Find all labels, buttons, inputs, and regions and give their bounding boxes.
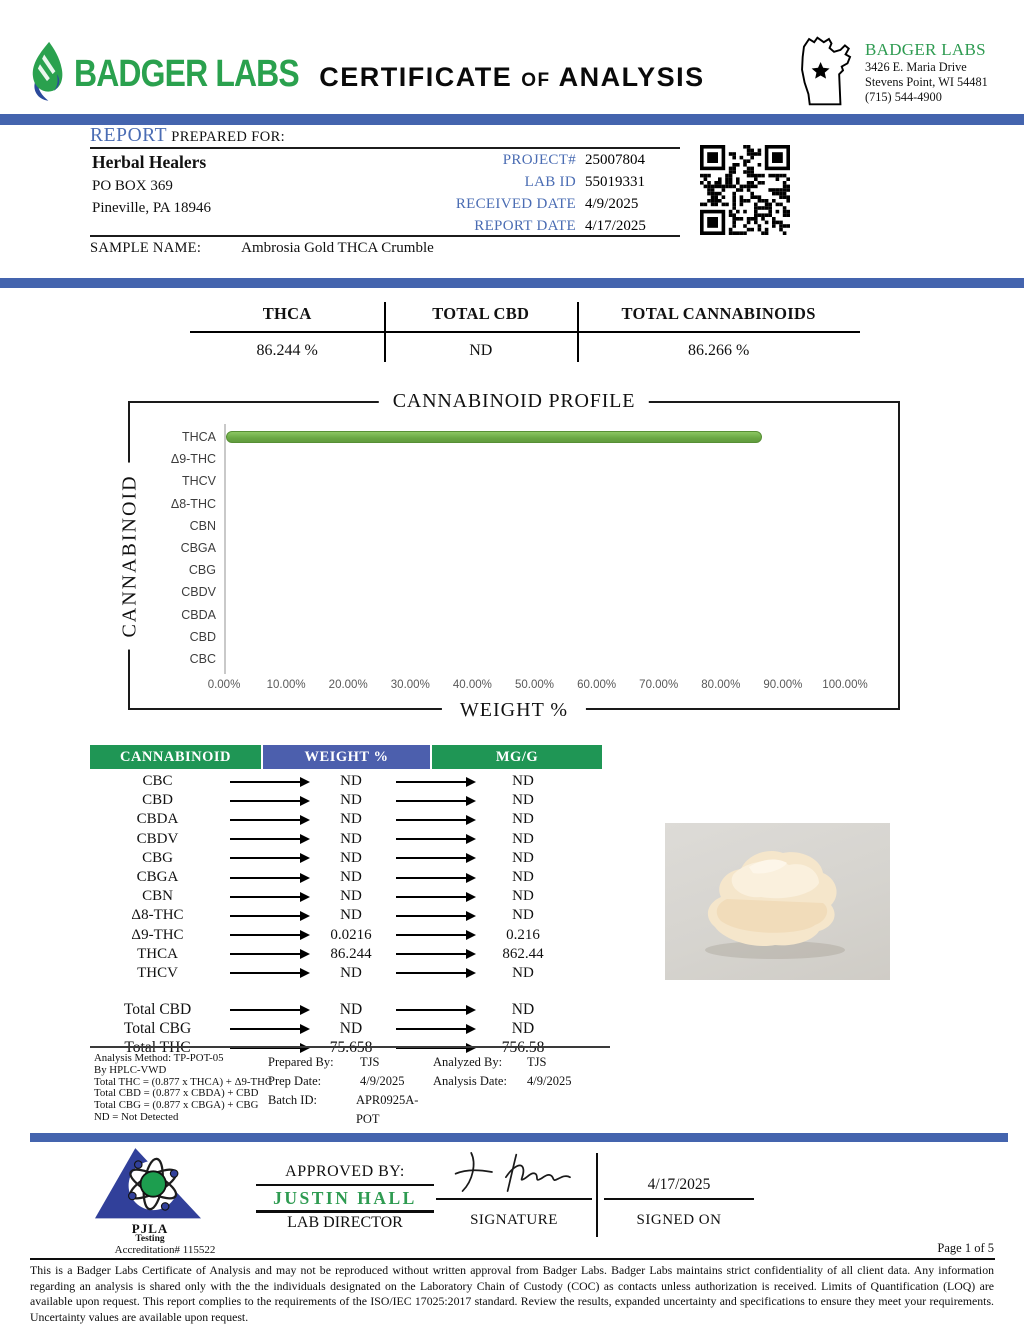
cannabinoid-profile-chart <box>118 390 900 721</box>
method-kv-row <box>433 1072 613 1091</box>
arrow-cell <box>225 877 313 879</box>
arrow-right-icon <box>230 877 308 879</box>
sample-name-row <box>90 240 434 257</box>
arrow-right-icon <box>230 838 308 840</box>
cannabinoid-name: CBN <box>142 888 173 905</box>
weight-percent-value: ND <box>340 888 362 905</box>
signed-on-date: 4/17/2025 <box>647 1176 711 1193</box>
arrow-right-icon <box>396 915 474 917</box>
arrow-cell <box>389 1009 481 1011</box>
method-kv-label: Analysis Date: <box>433 1074 507 1088</box>
weight-percent-value: ND <box>340 773 362 790</box>
divider-bar-summary <box>0 278 1024 288</box>
cannabinoid-name: CBGA <box>136 869 179 886</box>
chart-x-tick-label: 0.00% <box>207 679 241 691</box>
qr-code <box>700 145 790 235</box>
chart-bar-row <box>226 537 762 559</box>
arrow-cell <box>225 800 313 802</box>
report-fields <box>340 149 680 237</box>
table-gap <box>90 983 650 1000</box>
weight-percent-value: 75.658 <box>329 1039 373 1057</box>
weight-percent-value: 0.0216 <box>330 926 372 943</box>
arrow-right-icon <box>230 857 308 859</box>
approval-rule <box>256 1184 434 1186</box>
summary-divider <box>384 302 386 362</box>
method-notes <box>90 1046 610 1126</box>
client-address-line1: PO BOX 369 <box>92 178 173 194</box>
method-note-line: Total CBD = (0.877 x CBDA) + CBD <box>94 1087 259 1100</box>
arrow-right-icon <box>396 953 474 955</box>
method-notes-right <box>433 1053 613 1091</box>
cannabinoid-name: Total CBG <box>123 1019 192 1037</box>
chart-x-tick-label: 50.00% <box>514 679 555 691</box>
method-note-line: Analysis Method: TP-POT-05 <box>94 1052 224 1064</box>
cannabinoid-name: Total THC <box>124 1039 191 1057</box>
signed-on-label: SIGNED ON <box>636 1212 722 1228</box>
chart-x-tick-label: 70.00% <box>639 679 679 691</box>
chart-x-tick-label: 20.00% <box>328 679 368 691</box>
wisconsin-outline-icon <box>795 30 859 117</box>
method-notes-left <box>94 1053 284 1124</box>
arrow-cell <box>225 1009 313 1011</box>
arrow-right-icon <box>230 934 308 936</box>
report-field-label: RECEIVED DATE <box>455 196 576 212</box>
method-kv-label: Analyzed By: <box>433 1055 503 1069</box>
table-row <box>90 1019 650 1038</box>
signed-on-rule <box>604 1198 754 1200</box>
weight-percent-value: ND <box>339 1019 363 1037</box>
table-row <box>90 906 650 925</box>
method-note-line: By HPLC-VWD <box>94 1063 167 1076</box>
arrow-cell <box>389 972 481 974</box>
arrow-right-icon <box>230 953 308 955</box>
arrow-cell <box>225 857 313 859</box>
report-field-row <box>340 149 680 171</box>
chart-bar-row <box>226 470 762 492</box>
arrow-right-icon <box>230 972 308 974</box>
signature-label: SIGNATURE <box>470 1212 558 1228</box>
table-row <box>90 830 650 849</box>
arrow-right-icon <box>230 800 308 802</box>
mg-per-g-value: 862.44 <box>502 945 544 962</box>
mg-per-g-value: ND <box>511 1019 535 1037</box>
chart-x-tick-label: 90.00% <box>763 679 803 691</box>
chart-category-label: THCA <box>181 430 216 444</box>
arrow-cell <box>389 953 481 955</box>
weight-percent-value: ND <box>340 830 362 847</box>
arrow-cell <box>389 819 481 821</box>
cannabinoid-name: CBDV <box>136 830 179 847</box>
arrow-right-icon <box>396 877 474 879</box>
summary-value-row <box>190 333 860 360</box>
cannabinoid-name: THCV <box>137 964 178 981</box>
arrow-right-icon <box>396 1009 474 1011</box>
sample-name-label: SAMPLE NAME: <box>90 240 202 256</box>
mg-per-g-value: 756.58 <box>501 1039 545 1057</box>
footer-rule <box>30 1258 995 1260</box>
arrow-cell <box>389 915 481 917</box>
report-field-row <box>340 171 680 193</box>
method-kv-value: TJS <box>527 1055 547 1069</box>
arrow-right-icon <box>396 819 474 821</box>
chart-x-tick-label: 100.00% <box>822 679 868 691</box>
method-kv-row <box>268 1053 438 1072</box>
chart-category-label: CBDV <box>181 585 216 600</box>
method-kv-label: Prepared By: <box>268 1055 334 1069</box>
arrow-cell <box>225 972 313 974</box>
mg-per-g-value: ND <box>512 773 534 790</box>
accreditation-sub: Testing <box>135 1234 165 1244</box>
signature-icon <box>448 1146 588 1203</box>
method-kv-row <box>268 1091 438 1129</box>
table-row <box>90 849 650 868</box>
cannabinoid-name: CBC <box>142 773 173 790</box>
approved-by-label: APPROVED BY: <box>285 1163 405 1180</box>
lab-phone: (715) 544-4900 <box>865 90 942 104</box>
mg-per-g-value: 0.216 <box>506 926 540 943</box>
method-kv-value: TJS <box>360 1055 380 1069</box>
lab-address-badge <box>795 30 988 117</box>
report-field-label: LAB ID <box>524 174 576 190</box>
table-row <box>90 791 650 810</box>
client-address-line2: Pineville, PA 18946 <box>92 200 212 216</box>
weight-percent-value: ND <box>340 792 362 809</box>
cannabinoid-name: CBD <box>142 792 173 809</box>
arrow-cell <box>225 896 313 898</box>
report-heading <box>90 125 285 147</box>
page-number: Page 1 of 5 <box>937 1241 994 1255</box>
arrow-right-icon <box>396 1028 474 1030</box>
table-row <box>90 926 650 945</box>
report-field-row <box>340 193 680 215</box>
report-heading-primary: REPORT <box>90 125 168 146</box>
chart-x-tick-label: 10.00% <box>266 679 306 691</box>
method-kv-label: Batch ID: <box>268 1093 317 1107</box>
table-row <box>90 1000 650 1019</box>
method-kv-row <box>268 1072 438 1091</box>
summary-divider <box>577 302 579 362</box>
cannabinoid-name: THCA <box>137 945 178 962</box>
summary-column-value: ND <box>469 342 493 359</box>
arrow-right-icon <box>396 800 474 802</box>
summary-column-label: TOTAL CANNABINOIDS <box>621 304 816 323</box>
accreditation-number: Accreditation# 115522 <box>114 1244 216 1256</box>
summary-column-value: 86.244 % <box>256 342 318 359</box>
table-row <box>90 887 650 906</box>
arrow-right-icon <box>230 781 308 783</box>
mg-per-g-value: ND <box>511 1000 535 1018</box>
lab-address-line2: Stevens Point, WI 54481 <box>865 75 988 89</box>
arrow-cell <box>389 800 481 802</box>
weight-percent-value: ND <box>340 964 362 981</box>
arrow-right-icon <box>396 896 474 898</box>
chart-category-label: CBGA <box>180 540 216 555</box>
arrow-right-icon <box>396 972 474 974</box>
approval-divider <box>596 1153 598 1237</box>
chart-category-label: Δ9-THC <box>170 452 216 467</box>
divider-bar-approval <box>30 1133 1008 1142</box>
method-note-line: ND = Not Detected <box>94 1110 179 1123</box>
chart-category-label: CBC <box>189 651 216 666</box>
mg-per-g-value: ND <box>512 869 534 886</box>
arrow-cell <box>225 838 313 840</box>
table-row <box>90 964 650 983</box>
arrow-cell <box>225 915 313 917</box>
sample-name-value: Ambrosia Gold THCA Crumble <box>241 240 434 256</box>
summary-header-row <box>190 300 860 333</box>
method-kv-value: 4/9/2025 <box>360 1074 405 1088</box>
arrow-cell <box>389 877 481 879</box>
potency-summary-table <box>190 300 860 360</box>
arrow-right-icon <box>396 781 474 783</box>
arrow-right-icon <box>396 857 474 859</box>
arrow-right-icon <box>230 896 308 898</box>
summary-column-value: 86.266 % <box>687 342 750 359</box>
arrow-right-icon <box>396 838 474 840</box>
arrow-cell <box>389 857 481 859</box>
arrow-right-icon <box>230 1009 308 1011</box>
method-kv-row <box>433 1053 613 1072</box>
arrow-cell <box>225 1028 313 1030</box>
brand-name: BADGER LABS <box>74 53 299 95</box>
chart-bar-row <box>226 448 762 470</box>
mg-per-g-value: ND <box>512 888 534 905</box>
report-field-value: 4/9/2025 <box>585 196 639 212</box>
table-row <box>90 810 650 829</box>
arrow-cell <box>389 934 481 936</box>
arrow-cell <box>389 896 481 898</box>
mg-per-g-value: ND <box>512 849 534 866</box>
arrow-cell <box>225 819 313 821</box>
results-table-header <box>90 745 650 769</box>
mg-per-g-value: ND <box>512 907 534 924</box>
chart-y-axis-label: CANNABINOID <box>119 462 142 649</box>
chart-x-ticks <box>130 679 898 695</box>
chart-x-tick-label: 60.00% <box>577 679 617 691</box>
arrow-cell <box>389 838 481 840</box>
cannabinoid-name: CBG <box>142 849 173 866</box>
signature-rule <box>436 1198 592 1200</box>
table-row <box>90 868 650 887</box>
summary-column-label: THCA <box>262 304 312 323</box>
chart-category-label: CBD <box>189 629 216 644</box>
chart-bar-row <box>226 426 762 448</box>
method-kv-value: APR0925A-POT <box>355 1093 419 1126</box>
disclaimer-text: This is a Badger Labs Certificate of Analysis and may not be reproduced without written approval from Badger Labs. Badger Labs maintains strict confidentiality of all client data. Any information regarding an analysis is shared only with the the individuals designated on the Laboratory Chain of Custody (COC) as contacts unless authorization is received. Limits of Quantification (LOQ) are available upon request. This report complies to the requirements of the ISO/IEC 17025:2017 standard. Review the results, expanded uncertainty and specifications to ensure they meet your requirements. Uncertainty values are available upon request. <box>30 1263 994 1324</box>
report-field-label: REPORT DATE <box>474 218 576 234</box>
arrow-cell <box>225 953 313 955</box>
chart-category-label: CBDA <box>181 607 216 622</box>
cannabinoid-name: Δ8-THC <box>131 907 184 924</box>
chart-x-tick-label: 40.00% <box>452 679 492 691</box>
chart-bar-row <box>226 604 762 626</box>
chart-category-label: CBN <box>189 518 216 533</box>
column-header-mgg: MG/G <box>432 745 602 769</box>
weight-percent-value: ND <box>340 849 362 866</box>
chart-x-tick-label: 30.00% <box>390 679 430 691</box>
column-header-cannabinoid: CANNABINOID <box>90 745 261 769</box>
arrow-right-icon <box>396 934 474 936</box>
results-table-body <box>90 772 650 1058</box>
summary-column-label: TOTAL CBD <box>432 304 530 323</box>
chart-bar <box>226 431 762 443</box>
approval-rule <box>256 1210 434 1213</box>
sample-rule <box>90 235 680 237</box>
arrow-right-icon <box>230 1028 308 1030</box>
chart-categories <box>130 426 216 670</box>
report-field-row <box>340 215 680 237</box>
page-title: CERTIFICATE of ANALYSIS <box>319 62 705 92</box>
arrow-right-icon <box>230 819 308 821</box>
results-table <box>90 745 650 1058</box>
method-kv-label: Prep Date: <box>268 1074 322 1088</box>
approver-title: LAB DIRECTOR <box>287 1214 403 1231</box>
report-field-value: 25007804 <box>585 152 645 168</box>
weight-percent-value: ND <box>340 811 362 828</box>
cannabinoid-name: CBDA <box>136 811 179 828</box>
lab-name: BADGER LABS <box>865 40 986 59</box>
chart-bar-row <box>226 559 762 581</box>
method-note-line: Total CBG = (0.877 x CBGA) + CBG <box>94 1099 259 1112</box>
report-heading-secondary: PREPARED FOR: <box>171 129 286 145</box>
weight-percent-value: ND <box>340 907 362 924</box>
table-row <box>90 772 650 791</box>
mg-per-g-value: ND <box>512 830 534 847</box>
weight-percent-value: ND <box>340 869 362 886</box>
arrow-right-icon <box>230 915 308 917</box>
method-notes-middle <box>268 1053 438 1129</box>
chart-x-tick-label: 80.00% <box>701 679 741 691</box>
arrow-cell <box>389 1028 481 1030</box>
chart-x-axis-label: WEIGHT % <box>442 699 586 722</box>
client-name: Herbal Healers <box>92 152 207 172</box>
table-row <box>90 945 650 964</box>
report-field-value: 4/17/2025 <box>585 218 646 234</box>
arrow-cell <box>225 781 313 783</box>
report-field-value: 55019331 <box>585 174 645 190</box>
column-header-weight: WEIGHT % <box>263 745 430 769</box>
accreditation-org: PJLA <box>131 1221 169 1236</box>
chart-plot-area <box>226 426 762 670</box>
sample-photo <box>665 823 890 980</box>
chart-bar-row <box>226 648 762 670</box>
approver-name: JUSTIN HALL <box>273 1188 417 1208</box>
lab-address-line1: 3426 E. Maria Drive <box>865 60 967 74</box>
mg-per-g-value: ND <box>512 811 534 828</box>
chart-bar-row <box>226 515 762 537</box>
divider-bar-top <box>0 114 1024 125</box>
method-note-line: Total THC = (0.877 x THCA) + Δ9-THC <box>94 1075 273 1088</box>
chart-category-label: Δ8-THC <box>170 496 216 511</box>
report-field-label: PROJECT# <box>502 152 576 168</box>
cannabinoid-name: Δ9-THC <box>131 926 184 943</box>
weight-percent-value: ND <box>339 1000 363 1018</box>
chart-bar-row <box>226 581 762 603</box>
pjla-logo-icon <box>92 1146 204 1227</box>
chart-bar-row <box>226 493 762 515</box>
cannabinoid-name: Total CBD <box>123 1000 192 1018</box>
mg-per-g-value: ND <box>512 964 534 981</box>
mg-per-g-value: ND <box>512 792 534 809</box>
chart-title: CANNABINOID PROFILE <box>379 390 649 413</box>
chart-category-label: THCV <box>181 474 216 489</box>
arrow-cell <box>389 781 481 783</box>
chart-category-label: CBG <box>188 563 216 578</box>
weight-percent-value: 86.244 <box>330 945 372 962</box>
method-kv-value: 4/9/2025 <box>527 1074 572 1088</box>
arrow-cell <box>225 934 313 936</box>
chart-bar-row <box>226 626 762 648</box>
